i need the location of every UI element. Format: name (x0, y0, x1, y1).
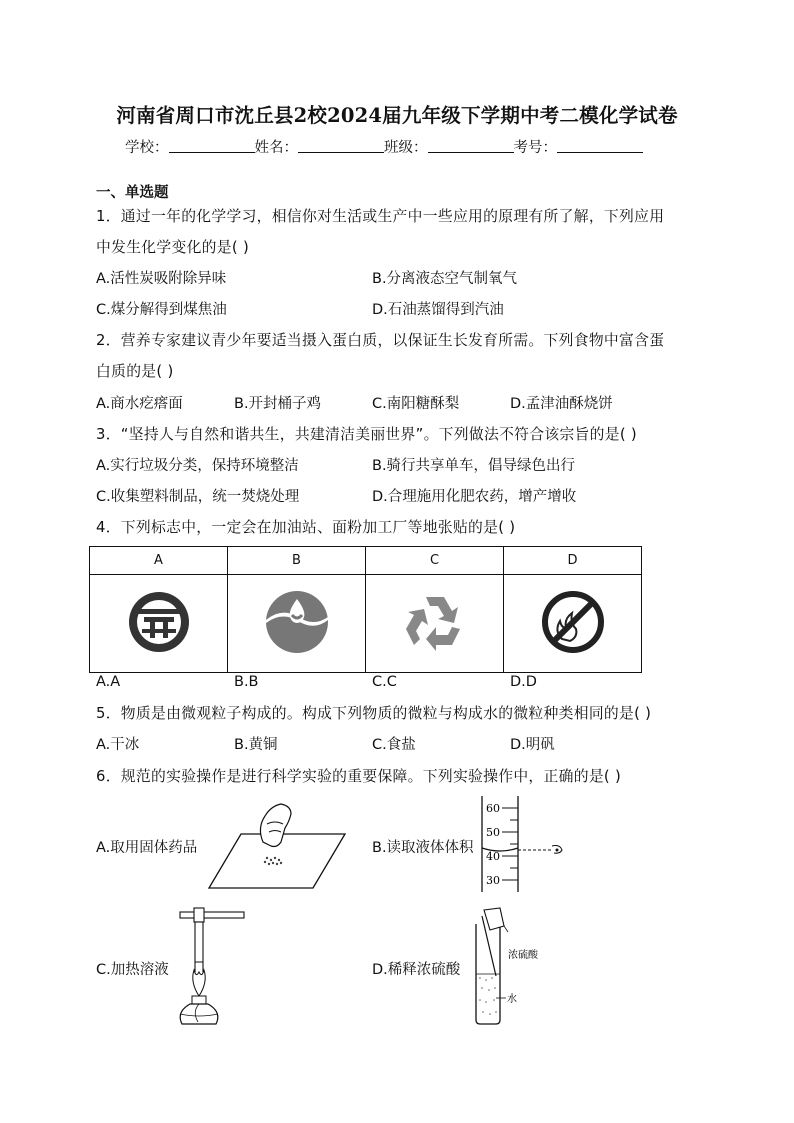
no-fire-sign-icon (538, 587, 608, 657)
q6-option-b: B.读取液体体积 (372, 840, 474, 856)
q2-option-b: B.开封桶子鸡 (234, 396, 322, 412)
cylinder-tick-40: 40 (486, 850, 500, 863)
sign-table (89, 546, 642, 673)
q2-option-c: C.南阳糖酥梨 (372, 396, 460, 412)
q4-stem: 4．下列标志中，一定会在加油站、面粉加工厂等地张贴的是( ) (96, 519, 516, 536)
diluting-acid-illustration (470, 906, 550, 1028)
q3-option-d: D.合理施用化肥农药，增产增收 (372, 489, 577, 505)
q1-option-d: D.石油蒸馏得到汽油 (372, 302, 504, 318)
sign-header-c: C (366, 547, 504, 575)
label-concentrated-acid: 浓硫酸 (508, 950, 538, 961)
sign-header-b: B (228, 547, 366, 575)
student-info-row (125, 136, 643, 157)
q1-option-c: C.煤分解得到煤焦油 (96, 302, 227, 318)
exam-title: 河南省周口市沈丘县2校2024届九年级下学期中考二模化学试卷 (116, 104, 678, 127)
name-blank (298, 136, 384, 153)
q5-stem: 5．物质是由微观粒子构成的。构成下列物质的微粒与构成水的微粒种类相同的是( ) (96, 705, 652, 722)
q5-option-d: D.明矾 (510, 737, 555, 753)
q4-option-b: B.B (234, 674, 259, 690)
class-label: 班级： (384, 140, 428, 156)
heating-solution-illustration (172, 906, 250, 1028)
cylinder-tick-50: 50 (486, 826, 500, 839)
sign-cell-a (90, 575, 228, 673)
q4-option-d: D.D (510, 674, 537, 690)
q5-option-a: A.干冰 (96, 737, 140, 753)
q2-option-a: A.商水疙瘩面 (96, 396, 183, 412)
q4-option-a: A.A (96, 674, 121, 690)
q3-option-b: B.骑行共享单车，倡导绿色出行 (372, 458, 576, 474)
q6-option-a: A.取用固体药品 (96, 840, 198, 856)
q3-option-c: C.收集塑料制品，统一焚烧处理 (96, 489, 300, 505)
sign-cell-b (228, 575, 366, 673)
q4-option-c: C.C (372, 674, 397, 690)
q2-stem-line1: 2．营养专家建议青少年要适当摄入蛋白质，以保证生长发育所需。下列食物中富含蛋 (96, 332, 665, 349)
water-drop-sign-icon (262, 587, 332, 657)
q6-option-c: C.加热溶液 (96, 962, 169, 978)
q3-option-a: A.实行垃圾分类，保持环境整洁 (96, 458, 299, 474)
school-blank (169, 136, 255, 153)
q5-option-c: C.食盐 (372, 737, 416, 753)
sign-header-d: D (504, 547, 642, 575)
q1-option-b: B.分离液态空气制氧气 (372, 271, 518, 287)
label-water: 水 (507, 994, 517, 1005)
exam-no-blank (557, 136, 643, 153)
school-label: 学校： (125, 140, 169, 156)
sign-cell-c (366, 575, 504, 673)
q2-stem-line2: 白质的是( ) (96, 363, 174, 380)
q1-option-a: A.活性炭吸附除异味 (96, 271, 227, 287)
cylinder-tick-30: 30 (486, 874, 500, 887)
water-saving-sign-icon (124, 587, 194, 657)
section-heading: 一、单选题 (96, 185, 169, 201)
sign-header-a: A (90, 547, 228, 575)
q6-stem: 6．规范的实验操作是进行科学实验的重要保障。下列实验操作中，正确的是( ) (96, 768, 622, 785)
q3-stem: 3．“坚持人与自然和谐共生，共建清洁美丽世界”。下列做法不符合该宗旨的是( ) (96, 426, 637, 443)
q5-option-b: B.黄铜 (234, 737, 278, 753)
class-blank (428, 136, 514, 153)
exam-no-label: 考号： (513, 140, 557, 156)
recycle-sign-icon (400, 589, 470, 655)
solid-reagent-illustration (205, 802, 350, 892)
q1-stem-line1: 1．通过一年的化学学习，相信你对生活或生产中一些应用的原理有所了解，下列应用 (96, 208, 665, 225)
q6-option-d: D.稀释浓硫酸 (372, 962, 461, 978)
q2-option-d: D.孟津油酥烧饼 (510, 396, 613, 412)
name-label: 姓名： (254, 140, 298, 156)
cylinder-tick-60: 60 (486, 802, 500, 815)
graduated-cylinder-reading-illustration (468, 796, 570, 892)
q1-stem-line2: 中发生化学变化的是( ) (96, 239, 250, 256)
sign-cell-d (504, 575, 642, 673)
